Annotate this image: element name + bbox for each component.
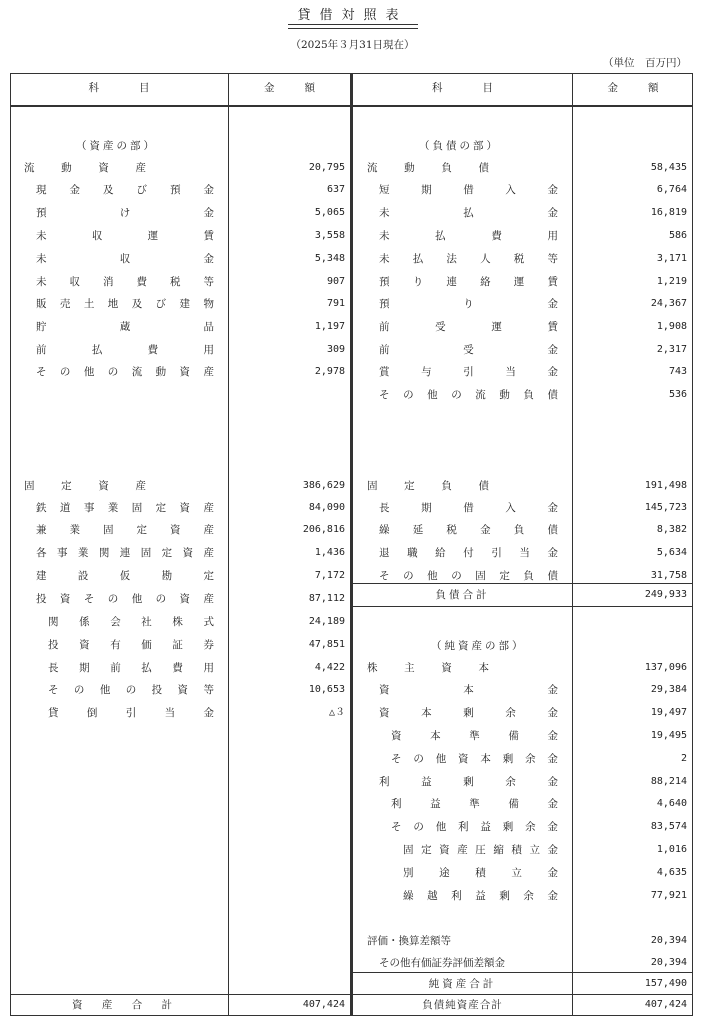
right-row-amount: 586 bbox=[668, 230, 687, 241]
right-row-amount: 4,635 bbox=[656, 867, 687, 878]
left-row-amount: 5,348 bbox=[314, 253, 345, 264]
right-row-amount: 77,921 bbox=[650, 890, 687, 901]
right-row-label: そ の 他 資 本 剰 余 金 bbox=[391, 753, 558, 765]
left-row-amount: 20,795 bbox=[308, 162, 345, 173]
right-row-label: 預 り 金 bbox=[379, 298, 558, 310]
right-row-amount: 19,497 bbox=[650, 707, 687, 718]
left-row-label: 関 係 会 社 株 式 bbox=[48, 616, 214, 628]
right-row-amount: 1,016 bbox=[656, 844, 687, 855]
right-row-label: 別 途 積 立 金 bbox=[403, 867, 558, 879]
right-row-amount: 5,634 bbox=[656, 547, 687, 558]
right-row-label: 短 期 借 入 金 bbox=[379, 184, 558, 196]
right-row-amount: 743 bbox=[668, 366, 687, 377]
left-row-amount: 309 bbox=[326, 344, 345, 355]
right-row-label: 純資産合計 bbox=[428, 978, 497, 990]
document-title: 貸借対照表 bbox=[297, 8, 408, 23]
right-row-label: そ の 他 の 固 定 負 債 bbox=[379, 570, 558, 582]
left-row-amount: 5,065 bbox=[314, 207, 345, 218]
left-row-label: 流 動 資 産 bbox=[24, 162, 146, 174]
right-row-amount: 8,382 bbox=[656, 524, 687, 535]
column-divider-center bbox=[350, 73, 353, 1016]
right-row-label: 繰 延 税 金 負 債 bbox=[379, 524, 558, 536]
right-row-amount: 3,171 bbox=[656, 253, 687, 264]
liabilities-total-top-rule bbox=[353, 583, 693, 584]
right-row-label: 繰 越 利 益 剰 余 金 bbox=[403, 890, 558, 902]
left-row-label: 未 収 消 費 税 等 bbox=[36, 276, 214, 288]
right-row-amount: 16,819 bbox=[650, 207, 687, 218]
left-row-amount: 3,558 bbox=[314, 230, 345, 241]
right-row-label: （負債の部） bbox=[419, 140, 500, 152]
right-row-label: そ の 他 利 益 剰 余 金 bbox=[391, 821, 558, 833]
right-row-label: 未 払 金 bbox=[379, 207, 558, 219]
left-row-amount: 1,197 bbox=[314, 321, 345, 332]
right-row-amount: 2,317 bbox=[656, 344, 687, 355]
right-row-amount: 137,096 bbox=[644, 662, 687, 673]
left-row-label: 現 金 及 び 預 金 bbox=[36, 184, 214, 196]
left-row-label: 建 設 仮 勘 定 bbox=[36, 570, 214, 582]
right-row-amount: 249,933 bbox=[644, 589, 687, 600]
report-date: （2025年３月31日現在） bbox=[290, 39, 415, 51]
right-row-label: 評価・換算差額等 bbox=[367, 935, 451, 947]
right-row-amount: 31,758 bbox=[650, 570, 687, 581]
left-row-label: そ の 他 の 投 資 等 bbox=[48, 684, 214, 696]
right-row-label: 未 払 法 人 税 等 bbox=[379, 253, 558, 265]
left-row-amount: 2,978 bbox=[314, 366, 345, 377]
right-row-amount: 24,367 bbox=[650, 298, 687, 309]
right-row-amount: 1,219 bbox=[656, 276, 687, 287]
header-right-item: 科目 bbox=[432, 82, 533, 94]
left-row-label: 投 資 有 価 証 券 bbox=[48, 639, 214, 651]
left-row-label: 貯 蔵 品 bbox=[36, 321, 214, 333]
left-row-label: 前 払 費 用 bbox=[36, 344, 214, 356]
right-row-amount: 29,384 bbox=[650, 684, 687, 695]
right-row-label: 流 動 負 債 bbox=[367, 162, 489, 174]
left-row-label: 兼 業 固 定 資 産 bbox=[36, 524, 214, 536]
left-row-amount: 907 bbox=[326, 276, 345, 287]
left-row-label: 鉄 道 事 業 固 定 資 産 bbox=[36, 502, 214, 514]
assets-total-label: 資 産 合 計 bbox=[72, 999, 172, 1011]
header-left-amount: 金額 bbox=[264, 82, 345, 94]
right-row-label: 資 本 準 備 金 bbox=[391, 730, 558, 742]
right-row-label: 長 期 借 入 金 bbox=[379, 502, 558, 514]
right-row-amount: 1,908 bbox=[656, 321, 687, 332]
right-row-label: 負債合計 bbox=[435, 589, 490, 601]
right-row-amount: 20,394 bbox=[650, 957, 687, 968]
header-left-item: 科目 bbox=[88, 82, 190, 94]
header-separator-double bbox=[10, 106, 693, 107]
right-row-label: 賞 与 引 当 金 bbox=[379, 366, 558, 378]
right-row-amount: 157,490 bbox=[644, 978, 687, 989]
left-row-amount: 84,090 bbox=[308, 502, 345, 513]
right-row-amount: 4,640 bbox=[656, 798, 687, 809]
right-row-amount: 19,495 bbox=[650, 730, 687, 741]
right-row-label: 利 益 剰 余 金 bbox=[379, 776, 558, 788]
left-row-amount: 637 bbox=[326, 184, 345, 195]
left-row-amount: 1,436 bbox=[314, 547, 345, 558]
right-row-label: 前 受 金 bbox=[379, 344, 558, 356]
left-row-label: 固 定 資 産 bbox=[24, 480, 146, 492]
net-assets-total-top-rule bbox=[353, 972, 693, 973]
left-row-amount: △３ bbox=[328, 707, 345, 718]
right-row-amount: 6,764 bbox=[656, 184, 687, 195]
right-row-label: 未 払 費 用 bbox=[379, 230, 558, 242]
right-row-label: 固 定 負 債 bbox=[367, 480, 489, 492]
left-row-label: 長 期 前 払 費 用 bbox=[48, 662, 214, 674]
left-row-amount: 4,422 bbox=[314, 662, 345, 673]
right-row-label: その他有価証券評価差額金 bbox=[379, 957, 505, 969]
right-row-label: 利 益 準 備 金 bbox=[391, 798, 558, 810]
right-row-label: 株 主 資 本 bbox=[367, 662, 489, 674]
right-row-amount: 20,394 bbox=[650, 935, 687, 946]
left-row-amount: 791 bbox=[326, 298, 345, 309]
right-row-amount: 191,498 bbox=[644, 480, 687, 491]
left-row-amount: 10,653 bbox=[308, 684, 345, 695]
left-row-label: 投 資 そ の 他 の 資 産 bbox=[36, 593, 214, 605]
left-row-label: 各 事 業 関 連 固 定 資 産 bbox=[36, 547, 214, 559]
right-row-label: 退 職 給 付 引 当 金 bbox=[379, 547, 558, 559]
right-row-label: 固 定 資 産 圧 縮 積 立 金 bbox=[403, 844, 558, 856]
right-row-amount: 83,574 bbox=[650, 821, 687, 832]
right-row-amount: 2 bbox=[680, 753, 687, 764]
liabilities-net-assets-total-label: 負債純資産合計 bbox=[422, 999, 503, 1011]
left-row-amount: 386,629 bbox=[302, 480, 345, 491]
liabilities-total-bottom-rule bbox=[353, 606, 693, 607]
left-row-amount: 24,189 bbox=[308, 616, 345, 627]
right-row-amount: 88,214 bbox=[650, 776, 687, 787]
left-row-amount: 206,816 bbox=[302, 524, 345, 535]
left-row-label: （資産の部） bbox=[76, 140, 157, 152]
left-row-label: 未 収 運 賃 bbox=[36, 230, 214, 242]
left-row-label: そ の 他 の 流 動 資 産 bbox=[36, 366, 214, 378]
right-row-label: 預 り 連 絡 運 賃 bbox=[379, 276, 558, 288]
right-row-amount: 58,435 bbox=[650, 162, 687, 173]
liabilities-net-assets-total-amount: 407,424 bbox=[644, 999, 687, 1010]
right-row-label: そ の 他 の 流 動 負 債 bbox=[379, 389, 558, 401]
grand-total-rule bbox=[10, 994, 693, 995]
left-row-amount: 87,112 bbox=[308, 593, 345, 604]
right-row-label: 資 本 金 bbox=[379, 684, 558, 696]
assets-total-amount: 407,424 bbox=[302, 999, 345, 1010]
unit-label: （単位 百万円） bbox=[603, 57, 687, 69]
left-row-label: 貸 倒 引 当 金 bbox=[48, 707, 214, 719]
left-row-label: 販 売 土 地 及 び 建 物 bbox=[36, 298, 214, 310]
header-right-amount: 金額 bbox=[607, 82, 689, 94]
left-row-label: 未 収 金 bbox=[36, 253, 214, 265]
left-row-label: 預 け 金 bbox=[36, 207, 214, 219]
right-row-label: 資 本 剰 余 金 bbox=[379, 707, 558, 719]
left-row-amount: 47,851 bbox=[308, 639, 345, 650]
right-row-label: 前 受 運 賃 bbox=[379, 321, 558, 333]
title-underline bbox=[288, 24, 418, 29]
right-row-label: （純資産の部） bbox=[431, 640, 526, 652]
right-row-amount: 145,723 bbox=[644, 502, 687, 513]
right-row-amount: 536 bbox=[668, 389, 687, 400]
left-row-amount: 7,172 bbox=[314, 570, 345, 581]
